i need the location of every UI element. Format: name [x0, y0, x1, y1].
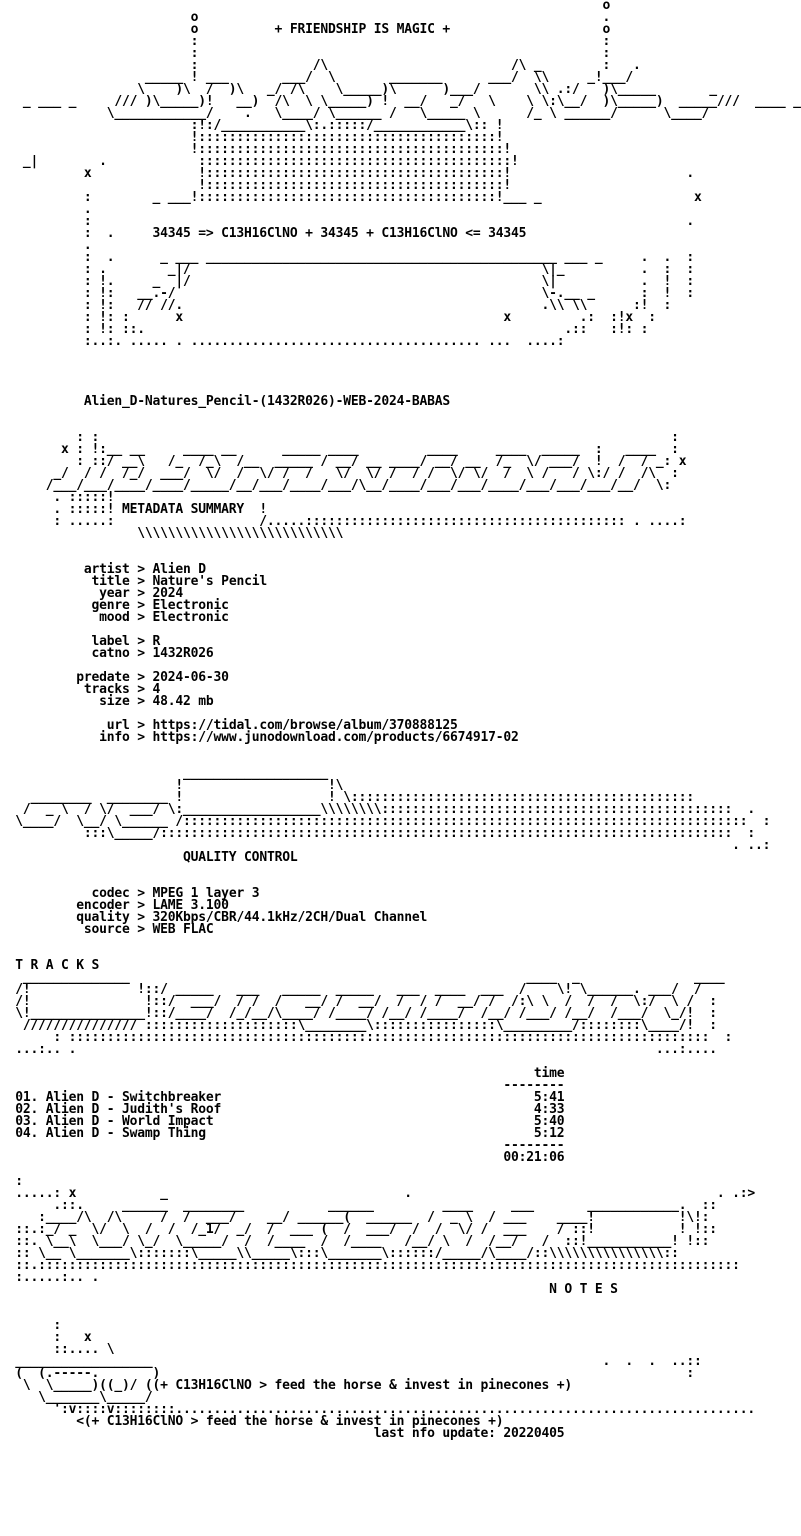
- ascii-art-line: :.....:.. .: [0, 1270, 100, 1285]
- track-time: 5:40: [213, 1114, 565, 1129]
- footer-tagline: <(+ C13H16ClNO > feed the horse & invest in pinecones +): [76, 1414, 504, 1429]
- metadata-row-value: https://www.junodownload.com/products/6674917-02: [152, 730, 519, 745]
- ascii-art-line: o: [0, 0, 611, 13]
- ascii-art-line: : _ ___!:::::::::::::::::::::::::::::::::::::::!___ _ x: [0, 190, 702, 205]
- quality-row-key: codec >: [0, 886, 153, 901]
- ascii-art-line: : . _|/ \|_ . : :: [0, 262, 695, 277]
- metadata-row-value: 48.42 mb: [152, 694, 214, 709]
- ascii-art-line: x !:::::::::::::::::::::::::::::::::::::::! .: [0, 166, 695, 181]
- metadata-row-key: title >: [0, 574, 153, 589]
- ascii-art-line: \____________/ . \____/ \______ / \_____ \ /_ \ ______/ \____/: [0, 106, 710, 121]
- tracklist: [0, 1068, 801, 1164]
- ascii-art-line: /___/___/____/____/_____/__/___/____/___/\__/____/___/___/____/___/___/___/__/ \:: [0, 478, 672, 493]
- last-update-line: [0, 1428, 801, 1440]
- ascii-art-line: : : :: [0, 430, 679, 445]
- metadata-row-value: 2024-06-30: [152, 670, 229, 685]
- metadata-row-key: mood >: [0, 610, 153, 625]
- ascii-art-line: : !: // //. .\\ \\ :! :: [0, 298, 672, 313]
- ascii-art-line: : !: __.-/ \-.__ _ : ! :: [0, 286, 695, 301]
- metadata-row-key: catno >: [0, 646, 153, 661]
- quality-list: [0, 888, 801, 936]
- metadata-row-value: Electronic: [152, 610, 229, 625]
- ascii-art-line: : !: ::. .:: :!: :: [0, 322, 649, 337]
- ascii-art-line: ::.:_/ _ \/ \ / / /_1/ _/ / ___ ( / ___/ / / \/ / ___ / ::! ! !::: [0, 1222, 717, 1237]
- ascii-art-line: __________________ . . . ..::: [0, 1354, 702, 1369]
- ascii-art-line: : /\ /\ _ : .: [0, 58, 641, 73]
- notes-ascii-art: [0, 1176, 801, 1284]
- metadata-row-key: year >: [0, 586, 153, 601]
- metadata-row-key: predate >: [0, 670, 153, 685]
- ascii-art-line: /////////////// ::::::::::::::::::::\________\::::::::::::::::\_________/::::::::\____/! :: [0, 1018, 717, 1033]
- ascii-art-line: /! !::/ ___/ / / / __/ / __/ / / / __/ / /:\ \ / / / \:/ \ / :: [0, 994, 717, 1009]
- metadata-row-value: 2024: [152, 586, 184, 601]
- notes-title: N O T E S: [549, 1282, 618, 1297]
- ascii-art-line: : ::/ __\ /_ /_\ /__ _____ / __/ __ ____/ __/ __ /_ \/ ___/ ! / / _: x: [0, 454, 687, 469]
- ascii-art-line: _/ / / /_/ ___/ \/ / \/ / / \/ \/ / / / \/ \/ / \ / / \:/ / /\ :: [0, 466, 679, 481]
- ascii-art-line: \ )\ / )\ _/ /\ \_____)\ )___/ \\ .:/ )\_____ _: [0, 82, 717, 97]
- tracklist-rule: --------: [0, 1078, 565, 1093]
- ascii-art-line: ( (.-----. ) :: [0, 1366, 695, 1381]
- ascii-art-line: :..:. ..... . ...................................... ... ....:: [0, 334, 565, 349]
- metadata-row-value: Electronic: [152, 598, 229, 613]
- metadata-row-value: 1432R026: [152, 646, 214, 661]
- ascii-art-line: .: [0, 238, 92, 253]
- quality-row-value: 320Kbps/CBR/44.1kHz/2CH/Dual Channel: [152, 910, 428, 925]
- ascii-art-line: :: [0, 1318, 62, 1333]
- ascii-art-line: : . 34345 => C13H16ClNO + 34345 + C13H16ClNO <= 34345: [0, 226, 527, 241]
- metadata-list: [0, 564, 801, 744]
- ascii-art-line: / _ \ / \/ ___/ \:__________________\\\\\\\\:::::::::::::::::::::::::::::::::::::::::::::: .: [0, 802, 756, 817]
- ascii-art-line: ________ ________ ! ! \:::::::::::::::::::::::::::::::::::::::::::::: [0, 790, 695, 805]
- metadata-row-value: Alien D: [152, 562, 206, 577]
- ascii-art-line: \_______\_____/: [0, 1390, 153, 1405]
- ascii-art-line: .....: x _ . . .:>: [0, 1186, 756, 1201]
- ascii-art-line: ::.::::::::::::::::::::::::::::::::::::::::::::::::::::::::::::::::::::::::::::::::::::::::::::: [0, 1258, 740, 1273]
- release-name: Alien_D-Natures_Pencil-(1432R026)-WEB-2024-BABAS: [83, 394, 450, 409]
- quality-row-value: LAME 3.100: [152, 898, 229, 913]
- metadata-row: [0, 696, 801, 708]
- ascii-art-line: :: [0, 1174, 23, 1189]
- ascii-art-line: ::. \__\ \___/ \_/ \_____/ / /____ / /____ /__/ \ / /__/ / ::!___________! !::: [0, 1234, 710, 1249]
- quality-row-key: encoder >: [0, 898, 153, 913]
- metadata-ascii-art: [0, 432, 801, 504]
- ascii-art-line: ...:.. . ...:....: [0, 1042, 717, 1057]
- ascii-art-line: o + FRIENDSHIP IS MAGIC + o: [0, 22, 611, 37]
- ascii-art-line: ::.... \: [0, 1342, 115, 1357]
- ascii-art-line: . :::::!: [0, 490, 115, 505]
- quality-section-heading: [0, 852, 801, 864]
- ascii-art-line: : !. _ |/ \| . ! :: [0, 274, 695, 289]
- last-update: last nfo update: 20220405: [373, 1426, 565, 1441]
- ascii-art-line: !:::::::::::::::::::::::::::::::::::::::!: [0, 178, 511, 193]
- ascii-art-line: : :::::::::::::::::::::::::::::::::::::::::::::::::::::::::::::::::::::::::::::::::::: :: [0, 1030, 733, 1045]
- ascii-art-line: _ ___ _ /// )\_____)! __) /\ \ \_____) ! __/ _/ \ \ \:\__/ )\_____) _____/// ____ _: [0, 94, 801, 109]
- metadata-row: [0, 612, 801, 624]
- metadata-row: [0, 732, 801, 744]
- metadata-title: METADATA SUMMARY: [122, 502, 245, 517]
- ascii-art-line: .: [0, 202, 92, 217]
- ascii-art-line: : .: [0, 214, 695, 229]
- quality-row-key: source >: [0, 922, 153, 937]
- quality-title: QUALITY CONTROL: [183, 850, 298, 865]
- tracklist-total-time: 00:21:06: [0, 1150, 565, 1165]
- ascii-art-line: :____/\ /\ / / ___/ __/ ______( ______ / _ \ / ___ ____! !\!:: [0, 1210, 710, 1225]
- ascii-art-line: : x: [0, 1330, 92, 1345]
- metadata-row-key: info >: [0, 730, 153, 745]
- ascii-art-line: ':v::::v::::::::............................................................................: [0, 1402, 756, 1417]
- ascii-art-line: : .....: /.....:::::::::::::::::::::::::::::::::::::::::: . ....:: [0, 514, 687, 529]
- track-time: 4:33: [221, 1102, 565, 1117]
- ascii-art-line: :::\_____/::::::::::::::::::::::::::::::::::::::::::::::::::::::::::::::::::::::::::: :: [0, 826, 756, 841]
- ascii-art-line: _| . :::::::::::::::::::::::::::::::::::::::::!: [0, 154, 519, 169]
- tracks-title: T R A C K S: [15, 958, 100, 973]
- ascii-art-line: ! !\: [0, 778, 344, 793]
- metadata-row-key: tracks >: [0, 682, 153, 697]
- ascii-art-line: :: \__ \_______\:::::::\_____\\_____\:::\_______\::::::/_____/\____/::\\\\\\\\\\\\\\\::: [0, 1246, 679, 1261]
- metadata-row: [0, 648, 801, 660]
- quality-row-value: MPEG 1 layer 3: [152, 886, 260, 901]
- ascii-art-line: : . _ ___ ______________________________________________ ___ _ . . :: [0, 250, 695, 265]
- metadata-row-value: 4: [152, 682, 161, 697]
- ascii-art-line: : :: [0, 34, 611, 49]
- ascii-art-line: o .: [0, 10, 611, 25]
- metadata-row-key: label >: [0, 634, 153, 649]
- header-ascii-art: [0, 0, 801, 348]
- metadata-row-key: genre >: [0, 598, 153, 613]
- quality-row-value: WEB FLAC: [152, 922, 214, 937]
- ascii-art-line: /! !::/ _____ ___ _____ _____ ___ ____ ___ / \! \______. ___/ /: [0, 982, 702, 997]
- ascii-art-line: x : !:__ __ ____ __ _____ ____ ____ ____ _____ : ____ :: [0, 442, 679, 457]
- ascii-art-line: ___________________: [0, 766, 328, 781]
- ascii-art-line: \\\\\\\\\\\\\\\\\\\\\\\\\\\: [0, 526, 344, 541]
- notes-section-heading: [0, 1284, 801, 1296]
- ascii-art-line: \!_______________!::/____/ /_/__/\____/ /____/ /__/ /____/ /__/ /___/ /__/ /___/ \_/! :: [0, 1006, 717, 1021]
- ascii-art-line: !:::::::::::::::::::::::::::::::::::::::!: [0, 130, 504, 145]
- ascii-art-line: \ \_____)((_)/ ((+ C13H16ClNO > feed the horse & invest in pinecones +): [0, 1378, 572, 1393]
- track-time: 5:12: [205, 1126, 565, 1141]
- track-title: 03. Alien D - World Impact: [0, 1114, 214, 1129]
- ascii-art-line: : !: : x x .: :!x :: [0, 310, 656, 325]
- track-title: 02. Alien D - Judith's Roof: [0, 1102, 222, 1117]
- ascii-art-line: .::. ______ ________ ______ ____ ___ ____________. ::: [0, 1198, 717, 1213]
- track-title: 01. Alien D - Switchbreaker: [0, 1090, 222, 1105]
- ascii-art-line: . ..:: [0, 838, 771, 853]
- ascii-art-line: !::::::::::::::::::::::::::::::::::::::::!: [0, 142, 511, 157]
- quality-row-key: quality >: [0, 910, 153, 925]
- tracklist-time-header: time: [0, 1066, 565, 1081]
- track-title: 04. Alien D - Swamp Thing: [0, 1126, 206, 1141]
- metadata-row-value: R: [152, 634, 161, 649]
- metadata-row-key: artist >: [0, 562, 153, 577]
- ascii-art-line: : :: [0, 46, 611, 61]
- quality-ascii-art: [0, 768, 801, 852]
- metadata-row-key: size >: [0, 694, 153, 709]
- quality-row: [0, 924, 801, 936]
- track-time: 5:41: [221, 1090, 565, 1105]
- metadata-row-key: url >: [0, 718, 153, 733]
- ascii-art-line: \____/ \__/ \______ /:::::::::::::::::::::::::::::::::::::::::::::::::::::::::::::::::::::::::: :: [0, 814, 771, 829]
- metadata-row-value: Nature's Pencil: [152, 574, 267, 589]
- ascii-art-line: :!:/___________\:.:::::/____________\:: !: [0, 118, 504, 133]
- metadata-ascii-art-bottom: [0, 516, 801, 540]
- tracks-ascii-art: [0, 972, 801, 1056]
- metadata-section-heading: . :::::! METADATA SUMMARY !: [0, 502, 267, 517]
- metadata-row-value: https://tidal.com/browse/album/370888125: [152, 718, 458, 733]
- ascii-art-line: ______________ ____ _ ____: [0, 970, 725, 985]
- footer-ascii-art: [0, 1320, 801, 1416]
- ascii-art-line: _____ ! ___ ___/ \ _______ ___/ \\ _!___/: [0, 70, 634, 85]
- tracklist-rule: --------: [0, 1138, 565, 1153]
